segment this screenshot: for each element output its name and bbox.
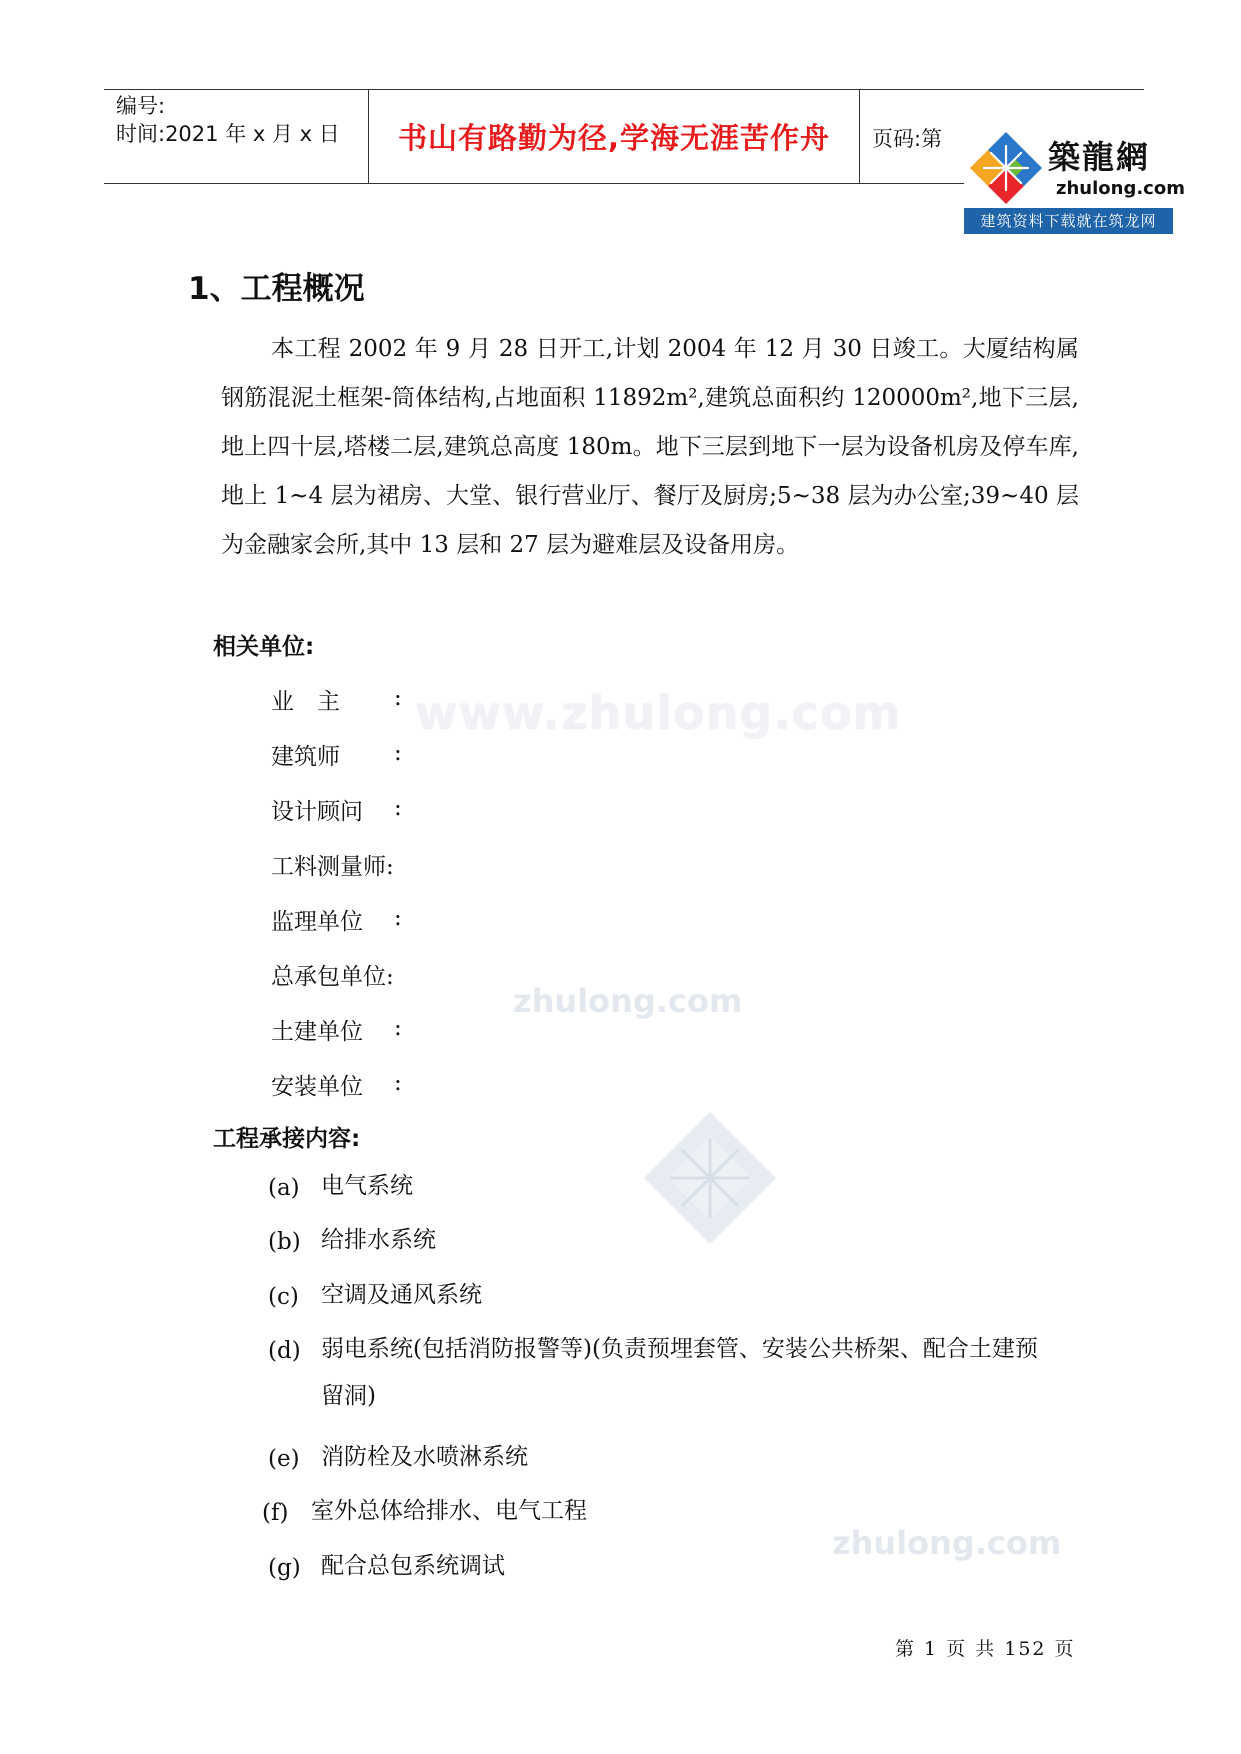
unit-colon: : xyxy=(394,1015,402,1041)
section-title: 1、工程概况 xyxy=(188,271,365,307)
scope-item-mark: (g) xyxy=(268,1555,301,1581)
scope-item-text: 电气系统 xyxy=(321,1173,413,1199)
scope-item-mark: (f) xyxy=(262,1500,289,1526)
unit-label: 总承包单位: xyxy=(271,964,394,990)
unit-label: 安装单位 xyxy=(271,1074,363,1100)
zhulong-logo xyxy=(964,128,1185,234)
scope-item-text: 消防栓及水喷淋系统 xyxy=(321,1444,528,1470)
zhulong-logo-icon xyxy=(968,130,1044,206)
unit-colon: : xyxy=(394,740,402,766)
unit-label: 设计顾问 xyxy=(271,799,363,825)
logo-chinese-name: 築龍網 xyxy=(1048,138,1151,176)
scope-item-text: 给排水系统 xyxy=(321,1227,436,1253)
scope-heading: 工程承接内容: xyxy=(213,1126,361,1152)
header-divider xyxy=(859,90,860,184)
scope-item-mark: (a) xyxy=(268,1175,300,1201)
page-footer: 第 1 页 共 152 页 xyxy=(895,1638,1076,1660)
logo-english-name: zhulong.com xyxy=(1056,178,1185,199)
unit-label: 土建单位 xyxy=(271,1019,363,1045)
unit-label: 工料测量师: xyxy=(271,854,394,880)
scope-item-mark: (c) xyxy=(268,1284,299,1310)
unit-label: 建筑师 xyxy=(271,744,340,770)
unit-colon: : xyxy=(394,905,402,931)
time-label: 时间:2021 年 x 月 x 日 xyxy=(116,122,340,146)
scope-item-text: 空调及通风系统 xyxy=(321,1282,482,1308)
scope-item-mark: (e) xyxy=(268,1446,300,1472)
logo-slogan: 建筑资料下载就在筑龙网 xyxy=(964,208,1173,234)
unit-label: 业 主 xyxy=(271,689,340,715)
overview-paragraph: 本工程 2002 年 9 月 28 日开工,计划 2004 年 12 月 30 日竣工。大厦结构属钢筋混泥土框架-筒体结构,占地面积 11892m²,建筑总面积约 120000m²,地下三层,地上四十层,塔楼二层,建筑总高度 180m。地下三层到地下一层为设备机房及停车库,地上 1~4 层为裙房、大堂、银行营业厅、餐厅及厨房;5~38 层为办公室;39~40 层为金融家会所,其中 13 层和 27 层为避难层及设备用房。 xyxy=(221,336,1079,558)
number-label: 编号: xyxy=(116,94,166,118)
header-motto: 书山有路勤为径,学海无涯苦作舟 xyxy=(397,121,831,155)
header-top-rule xyxy=(104,89,1144,90)
page-label: 页码:第 xyxy=(872,127,943,151)
units-heading: 相关单位: xyxy=(213,634,315,660)
header-meta xyxy=(116,92,340,148)
scope-item-text: 弱电系统(包括消防报警等)(负责预埋套管、安装公共桥架、配合土建预留洞) xyxy=(321,1336,1038,1409)
scope-item-text: 室外总体给排水、电气工程 xyxy=(311,1498,587,1524)
unit-colon: : xyxy=(394,795,402,821)
watermark-brand-2: zhulong.com xyxy=(832,1524,1062,1562)
scope-item-mark: (d) xyxy=(268,1338,301,1364)
scope-item-text: 配合总包系统调试 xyxy=(321,1553,505,1579)
watermark-url: www.zhulong.com xyxy=(415,686,902,740)
unit-colon: : xyxy=(394,685,402,711)
scope-item-mark: (b) xyxy=(268,1229,301,1255)
unit-colon: : xyxy=(394,1070,402,1096)
watermark-brand: zhulong.com xyxy=(513,982,743,1020)
unit-label: 监理单位 xyxy=(271,909,363,935)
